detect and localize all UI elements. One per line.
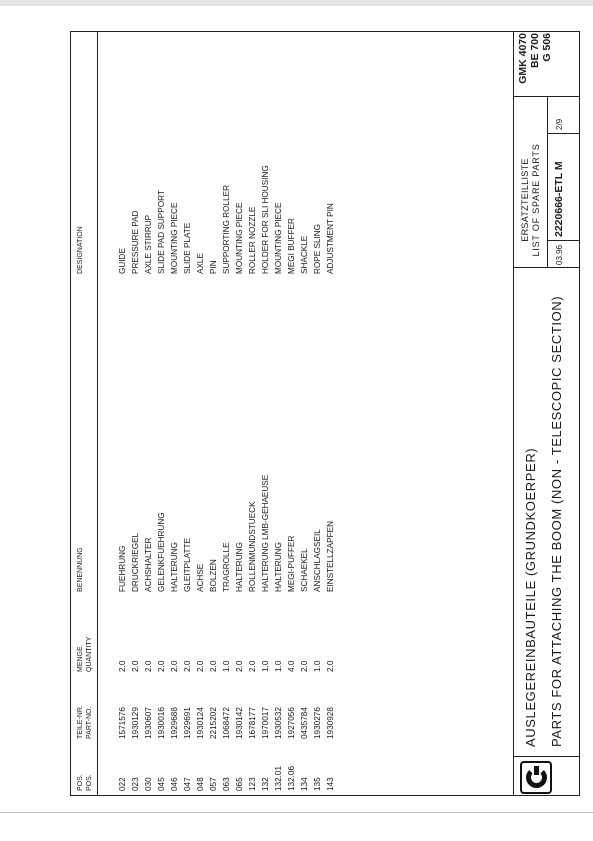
part-number-cell: 1930607 [144,707,153,739]
pos-cell: 143 [326,777,335,791]
benennung-cell: ANSCHLAGSEIL [313,529,322,592]
benennung-cell: GLEITPLATTE [183,538,192,592]
designation-cell: AXLE STIRRUP [144,214,153,274]
machine-code: G 506 [541,33,553,62]
quantity-cell: 2.0 [144,660,153,672]
quantity-cell: 2.0 [326,660,335,672]
part-number-cell: 1678177 [248,707,257,739]
designation-cell: GUIDE [118,248,127,274]
benennung-cell: GELENKFUEHRUNG [157,512,166,592]
part-number-cell: 1068472 [222,707,231,739]
part-number-cell: 1929691 [183,707,192,739]
benennung-cell: HALTERUNG LMB-GEHAEUSE [261,474,270,592]
pos-cell: 065 [235,777,244,791]
quantity-cell: 2.0 [235,660,244,672]
designation-cell: PRESSURE PAD [131,210,140,274]
pos-cell: 030 [144,777,153,791]
quantity-cell: 2.0 [196,660,205,672]
part-number-cell: 1930532 [274,707,283,739]
part-number-cell: 1929688 [170,707,179,739]
pos-cell: 023 [131,777,140,791]
benennung-cell: ACHSHALTER [144,537,153,592]
scan-edge-top [0,0,593,6]
header-pos-de: POS. [77,774,84,791]
issue-date: 03.96 [555,244,564,265]
header-qty-en: QUANTITY [86,636,93,672]
spare-parts-sheet [70,31,580,796]
benennung-cell: BOLZEN [209,559,218,592]
benennung-cell: MEGI-PUFFER [287,535,296,592]
part-number-cell: 1571576 [118,707,127,739]
title-english: PARTS FOR ATTACHING THE BOOM (NON - TELESCOPIC SECTION) [549,295,564,747]
quantity-cell: 1.0 [261,660,270,672]
header-part-de: TEILE-NR. [77,705,84,739]
part-number-cell: 2215202 [209,707,218,739]
pos-cell: 057 [209,777,218,791]
designation-cell: ROLLER NOZZLE [248,206,257,274]
quantity-cell: 2.0 [209,660,218,672]
part-number-cell: 1930129 [131,707,140,739]
g-logo-icon [526,767,547,788]
header-en-label: DESIGNATION [77,226,84,274]
quantity-cell: 2.0 [248,660,257,672]
quantity-cell: 2.0 [157,660,166,672]
quantity-cell: 4.0 [287,660,296,672]
benennung-cell: EINSTELLZAPFEN [326,521,335,592]
list-title-german: ERSATZTEILLISTE [520,158,530,242]
pos-cell: 045 [157,777,166,791]
part-number-cell: 1927056 [287,707,296,739]
header-pos-en: POS. [86,774,93,791]
quantity-cell: 2.0 [300,660,309,672]
footer-divider-row [547,97,548,268]
benennung-cell: HALTERUNG [235,542,244,592]
benennung-cell: SCHAEKEL [300,548,309,592]
pos-cell: 046 [170,777,179,791]
quantity-cell: 2.0 [118,660,127,672]
quantity-cell: 2.0 [183,660,192,672]
column-part-no [116,673,337,739]
designation-cell: SHACKLE [300,235,309,274]
designation-cell: MEGI BUFFER [287,218,296,274]
pos-cell: 047 [183,777,192,791]
header-quantity [76,637,94,672]
benennung-cell: HALTERUNG [170,542,179,592]
column-quantity [116,632,337,672]
quantity-cell: 1.0 [274,660,283,672]
header-part-no [76,705,94,739]
footer-divider [513,32,514,796]
part-number-cell: 1930016 [157,707,166,739]
quantity-cell: 2.0 [170,660,179,672]
sheet-number: 2/9 [555,118,564,130]
document-number: 2220666-ETL M [553,161,565,237]
column-designation [116,39,337,274]
list-title-english: LIST OF SPARE PARTS [531,143,541,257]
designation-cell: SUPPORTING ROLLER [222,184,231,274]
pos-cell: 135 [313,777,322,791]
benennung-cell: TRAGROLLE [222,542,231,592]
part-number-cell: 1970017 [261,707,270,739]
designation-cell: MOUNTING PIECE [170,202,179,274]
part-number-cell: 1930142 [235,707,244,739]
header-de-label: BENENNUNG [77,547,84,592]
title-german: AUSLEGEREINBAUTEILE (GRUNDKOERPER) [523,447,538,747]
designation-cell: PIN [209,260,218,274]
header-part-en: PART-NO. [86,706,93,739]
benennung-cell: ACHSE [196,563,205,592]
company-logo [520,761,552,794]
scan-edge-bottom [0,812,593,813]
quantity-cell: 2.0 [131,660,140,672]
column-pos [116,747,337,791]
designation-cell: HOLDER FOR SLI HOUSING [261,165,270,274]
machine-group: BE 700 [529,33,541,69]
designation-cell: MOUNTING PIECE [235,202,244,274]
part-number-cell: 0435784 [300,707,309,739]
quantity-cell: 1.0 [222,660,231,672]
machine-model: GMK 4070 [517,33,529,84]
benennung-cell: ROLLENMUNDSTUECK [248,501,257,592]
pos-cell: 022 [118,777,127,791]
header-pos [76,774,94,791]
benennung-cell: DRUCKRIEGEL [131,532,140,592]
benennung-cell: FUEHRUNG [118,545,127,592]
pos-cell: 134 [300,777,309,791]
designation-cell: ADJUSTMENT PIN [326,203,335,274]
designation-cell: MOUNTING PIECE [274,202,283,274]
designation-cell: ROPE SLING [313,223,322,274]
pos-cell: 048 [196,777,205,791]
header-divider [97,32,98,796]
header-designation [76,226,85,274]
designation-cell: AXLE [196,253,205,274]
rotated-page-content [71,32,580,796]
benennung-cell: HALTERUNG [274,542,283,592]
header-benennung [76,547,85,592]
designation-cell: SLIDE PAD SUPPORT [157,190,166,274]
header-qty-de: MENGE [77,646,84,672]
part-number-cell: 1930124 [196,707,205,739]
column-benennung [116,362,337,592]
pos-cell: 123 [248,777,257,791]
footer-divider-sheet [547,133,580,134]
pos-cell: 132.01 [274,765,283,791]
part-number-cell: 1930928 [326,707,335,739]
pos-cell: 063 [222,777,231,791]
quantity-cell: 1.0 [313,660,322,672]
part-number-cell: 1930276 [313,707,322,739]
designation-cell: SLIDE PLATE [183,222,192,274]
footer-divider-logo [513,756,580,757]
pos-cell: 132 [261,777,270,791]
footer-divider-date [547,240,580,241]
pos-cell: 132.06 [287,765,296,791]
